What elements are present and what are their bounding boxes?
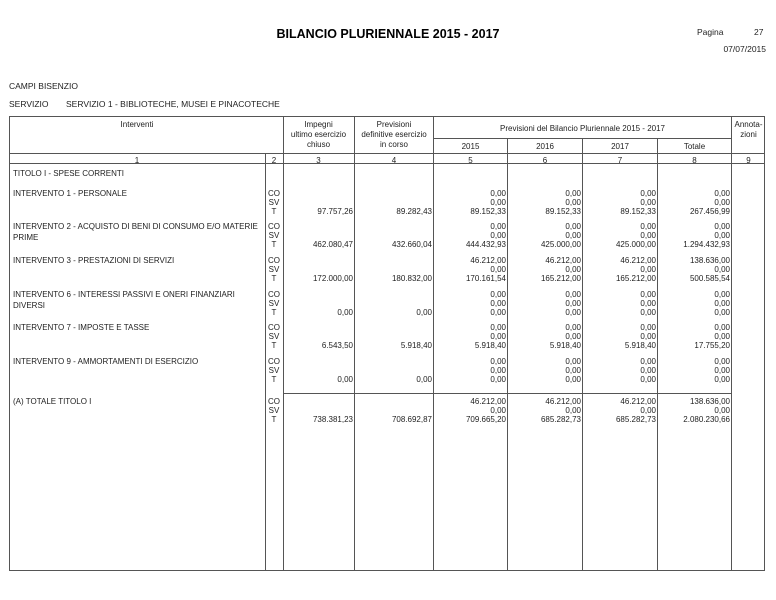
amount-cell: 0,00 bbox=[565, 189, 581, 198]
header-year-2016: 2016 bbox=[536, 142, 554, 151]
amount-cell: 89.152,33 bbox=[470, 207, 506, 216]
amount-cell: 0,00 bbox=[714, 406, 730, 415]
amount-cell: 0,00 bbox=[714, 323, 730, 332]
amount-cell: 165.212,00 bbox=[615, 274, 656, 283]
amount-cell: 0,00 bbox=[640, 332, 656, 341]
amount-cell: 0,00 bbox=[714, 290, 730, 299]
amount-cell: 0,00 bbox=[565, 231, 581, 240]
amount-cell: 0,00 bbox=[640, 189, 656, 198]
header-pluriennale: Previsioni del Bilancio Pluriennale 2015 - 2017 bbox=[500, 124, 665, 133]
amount-cell: 46.212,00 bbox=[470, 256, 506, 265]
row-code: T bbox=[271, 274, 277, 283]
amount-cell: 0,00 bbox=[416, 375, 432, 384]
amount-cell: 89.282,43 bbox=[396, 207, 432, 216]
amount-cell: 0,00 bbox=[490, 375, 506, 384]
amount-cell: 0,00 bbox=[714, 375, 730, 384]
row-code: CO bbox=[268, 189, 280, 198]
amount-cell: 2.080.230,66 bbox=[683, 415, 730, 424]
row-code: SV bbox=[268, 299, 280, 308]
amount-cell: 0,00 bbox=[714, 198, 730, 207]
amount-cell: 0,00 bbox=[714, 357, 730, 366]
amount-cell: 5.918,40 bbox=[474, 341, 506, 350]
amount-cell: 0,00 bbox=[714, 231, 730, 240]
column-number: 4 bbox=[391, 156, 397, 165]
header-divider bbox=[433, 138, 731, 139]
amount-cell: 89.152,33 bbox=[545, 207, 581, 216]
amount-cell: 0,00 bbox=[490, 406, 506, 415]
header-year-2015: 2015 bbox=[461, 142, 480, 151]
amount-cell: 0,00 bbox=[565, 198, 581, 207]
row-code: T bbox=[271, 308, 277, 317]
amount-cell: 5.918,40 bbox=[400, 341, 432, 350]
amount-cell: 685.282,73 bbox=[540, 415, 581, 424]
intervento-label: INTERVENTO 3 - PRESTAZIONI DI SERVIZI bbox=[13, 256, 175, 265]
amount-cell: 685.282,73 bbox=[615, 415, 656, 424]
column-number: 1 bbox=[134, 156, 140, 165]
intervento-label: INTERVENTO 7 - IMPOSTE E TASSE bbox=[13, 323, 150, 332]
row-code: SV bbox=[268, 265, 280, 274]
row-code: CO bbox=[268, 222, 280, 231]
amount-cell: 0,00 bbox=[640, 375, 656, 384]
column-number: 3 bbox=[316, 156, 321, 165]
amount-cell: 0,00 bbox=[565, 323, 581, 332]
amount-cell: 425.000,00 bbox=[615, 240, 656, 249]
row-code: T bbox=[271, 375, 277, 384]
amount-cell: 170.161,54 bbox=[465, 274, 506, 283]
amount-cell: 97.757,26 bbox=[317, 207, 353, 216]
page-label: Pagina bbox=[697, 27, 724, 37]
column-number: 8 bbox=[692, 156, 697, 165]
row-code: CO bbox=[268, 357, 280, 366]
amount-cell: 165.212,00 bbox=[540, 274, 581, 283]
amount-cell: 138.636,00 bbox=[689, 256, 730, 265]
amount-cell: 0,00 bbox=[490, 222, 506, 231]
row-code: T bbox=[271, 207, 277, 216]
row-code: T bbox=[271, 415, 277, 424]
amount-cell: 138.636,00 bbox=[689, 397, 730, 406]
header-previsioni-line1: Previsioni bbox=[376, 120, 412, 129]
amount-cell: 0,00 bbox=[640, 323, 656, 332]
amount-cell: 1.294.432,93 bbox=[683, 240, 730, 249]
amount-cell: 0,00 bbox=[337, 375, 353, 384]
amount-cell: 0,00 bbox=[640, 290, 656, 299]
amount-cell: 462.080,47 bbox=[312, 240, 353, 249]
amount-cell: 0,00 bbox=[337, 308, 353, 317]
amount-cell: 180.832,00 bbox=[391, 274, 432, 283]
row-code: CO bbox=[268, 323, 280, 332]
amount-cell: 0,00 bbox=[640, 198, 656, 207]
amount-cell: 267.456,99 bbox=[689, 207, 730, 216]
amount-cell: 6.543,50 bbox=[321, 341, 353, 350]
header-divider bbox=[9, 153, 765, 154]
amount-cell: 0,00 bbox=[490, 198, 506, 207]
report-date: 07/07/2015 bbox=[723, 44, 766, 54]
header-year-2017: 2017 bbox=[611, 142, 629, 151]
amount-cell: 0,00 bbox=[565, 299, 581, 308]
amount-cell: 0,00 bbox=[714, 299, 730, 308]
header-impegni-line1: Impegni bbox=[304, 120, 333, 129]
amount-cell: 0,00 bbox=[640, 406, 656, 415]
amount-cell: 0,00 bbox=[714, 332, 730, 341]
row-code: T bbox=[271, 240, 277, 249]
amount-cell: 0,00 bbox=[490, 265, 506, 274]
header-previsioni bbox=[355, 120, 433, 150]
header-annotazioni bbox=[732, 120, 765, 140]
row-code: CO bbox=[268, 290, 280, 299]
amount-cell: 0,00 bbox=[640, 231, 656, 240]
amount-cell: 0,00 bbox=[565, 308, 581, 317]
intervento-label: (A) TOTALE TITOLO I bbox=[13, 397, 92, 406]
amount-cell: 0,00 bbox=[640, 299, 656, 308]
amount-cell: 0,00 bbox=[490, 308, 506, 317]
amount-cell: 0,00 bbox=[714, 265, 730, 274]
amount-cell: 0,00 bbox=[416, 308, 432, 317]
ente-name: CAMPI BISENZIO bbox=[9, 81, 78, 91]
amount-cell: 0,00 bbox=[714, 222, 730, 231]
column-number: 7 bbox=[617, 156, 623, 165]
header-previsioni-line3: in corso bbox=[379, 140, 408, 149]
amount-cell: 89.152,33 bbox=[620, 207, 656, 216]
header-annotazioni-line2: zioni bbox=[740, 130, 757, 139]
amount-cell: 46.212,00 bbox=[470, 397, 506, 406]
report-title: BILANCIO PLURIENNALE 2015 - 2017 bbox=[276, 27, 500, 41]
amount-cell: 0,00 bbox=[490, 366, 506, 375]
row-code: CO bbox=[268, 397, 280, 406]
amount-cell: 5.918,40 bbox=[549, 341, 581, 350]
amount-cell: 0,00 bbox=[565, 332, 581, 341]
amount-cell: 0,00 bbox=[640, 308, 656, 317]
amount-cell: 0,00 bbox=[714, 366, 730, 375]
amount-cell: 0,00 bbox=[640, 265, 656, 274]
amount-cell: 0,00 bbox=[640, 222, 656, 231]
column-number: 5 bbox=[468, 156, 473, 165]
amount-cell: 0,00 bbox=[490, 299, 506, 308]
amount-cell: 172.000,00 bbox=[312, 274, 353, 283]
row-code: SV bbox=[268, 332, 280, 341]
amount-cell: 0,00 bbox=[565, 406, 581, 415]
amount-cell: 425.000,00 bbox=[540, 240, 581, 249]
header-previsioni-line2: definitive esercizio bbox=[361, 130, 427, 139]
column-divider bbox=[265, 153, 266, 571]
header-impegni bbox=[283, 120, 354, 150]
amount-cell: 708.692,87 bbox=[391, 415, 432, 424]
amount-cell: 0,00 bbox=[565, 357, 581, 366]
column-number: 9 bbox=[746, 156, 751, 165]
amount-cell: 46.212,00 bbox=[620, 256, 656, 265]
header-impegni-line2: ultimo esercizio bbox=[290, 130, 347, 139]
titolo-heading: TITOLO I - SPESE CORRENTI bbox=[13, 169, 124, 178]
amount-cell: 709.665,20 bbox=[465, 415, 506, 424]
amount-cell: 0,00 bbox=[490, 231, 506, 240]
amount-cell: 5.918,40 bbox=[624, 341, 656, 350]
header-totale: Totale bbox=[683, 142, 706, 151]
amount-cell: 0,00 bbox=[490, 332, 506, 341]
amount-cell: 738.381,23 bbox=[312, 415, 353, 424]
amount-cell: 0,00 bbox=[565, 375, 581, 384]
amount-cell: 0,00 bbox=[640, 357, 656, 366]
column-number: 2 bbox=[271, 156, 277, 165]
header-annotazioni-line1: Annota- bbox=[734, 120, 763, 129]
amount-cell: 444.432,93 bbox=[465, 240, 506, 249]
amount-cell: 0,00 bbox=[490, 189, 506, 198]
row-code: SV bbox=[268, 231, 280, 240]
amount-cell: 0,00 bbox=[565, 222, 581, 231]
amount-cell: 0,00 bbox=[640, 366, 656, 375]
amount-cell: 0,00 bbox=[490, 323, 506, 332]
amount-cell: 46.212,00 bbox=[545, 256, 581, 265]
row-code: CO bbox=[268, 256, 280, 265]
intervento-label: INTERVENTO 9 - AMMORTAMENTI DI ESERCIZIO bbox=[13, 357, 199, 366]
column-number: 6 bbox=[542, 156, 548, 165]
row-code: SV bbox=[268, 366, 280, 375]
amount-cell: 0,00 bbox=[714, 189, 730, 198]
header-interventi: Interventi bbox=[120, 120, 154, 129]
header-impegni-line3: chiuso bbox=[306, 140, 331, 149]
total-divider bbox=[283, 393, 731, 394]
amount-cell: 46.212,00 bbox=[620, 397, 656, 406]
intervento-label: INTERVENTO 2 - ACQUISTO DI BENI DI CONSUMO E/O MATERIE PRIME bbox=[13, 222, 258, 242]
intervento-label: INTERVENTO 1 - PERSONALE bbox=[13, 189, 127, 198]
amount-cell: 0,00 bbox=[565, 290, 581, 299]
row-code: SV bbox=[268, 198, 280, 207]
amount-cell: 0,00 bbox=[490, 290, 506, 299]
row-code: SV bbox=[268, 406, 280, 415]
row-code: T bbox=[271, 341, 277, 350]
servizio-value: SERVIZIO 1 - BIBLIOTECHE, MUSEI E PINACOTECHE bbox=[66, 99, 280, 109]
amount-cell: 432.660,04 bbox=[391, 240, 432, 249]
amount-cell: 500.585,54 bbox=[689, 274, 730, 283]
amount-cell: 17.755,20 bbox=[694, 341, 730, 350]
column-divider bbox=[731, 116, 732, 571]
amount-cell: 0,00 bbox=[565, 366, 581, 375]
amount-cell: 0,00 bbox=[714, 308, 730, 317]
amount-cell: 0,00 bbox=[565, 265, 581, 274]
page-number: 27 bbox=[754, 27, 764, 37]
intervento-label: INTERVENTO 6 - INTERESSI PASSIVI E ONERI FINANZIARI DIVERSI bbox=[13, 290, 235, 310]
amount-cell: 46.212,00 bbox=[545, 397, 581, 406]
servizio-label: SERVIZIO bbox=[9, 99, 49, 109]
amount-cell: 0,00 bbox=[490, 357, 506, 366]
